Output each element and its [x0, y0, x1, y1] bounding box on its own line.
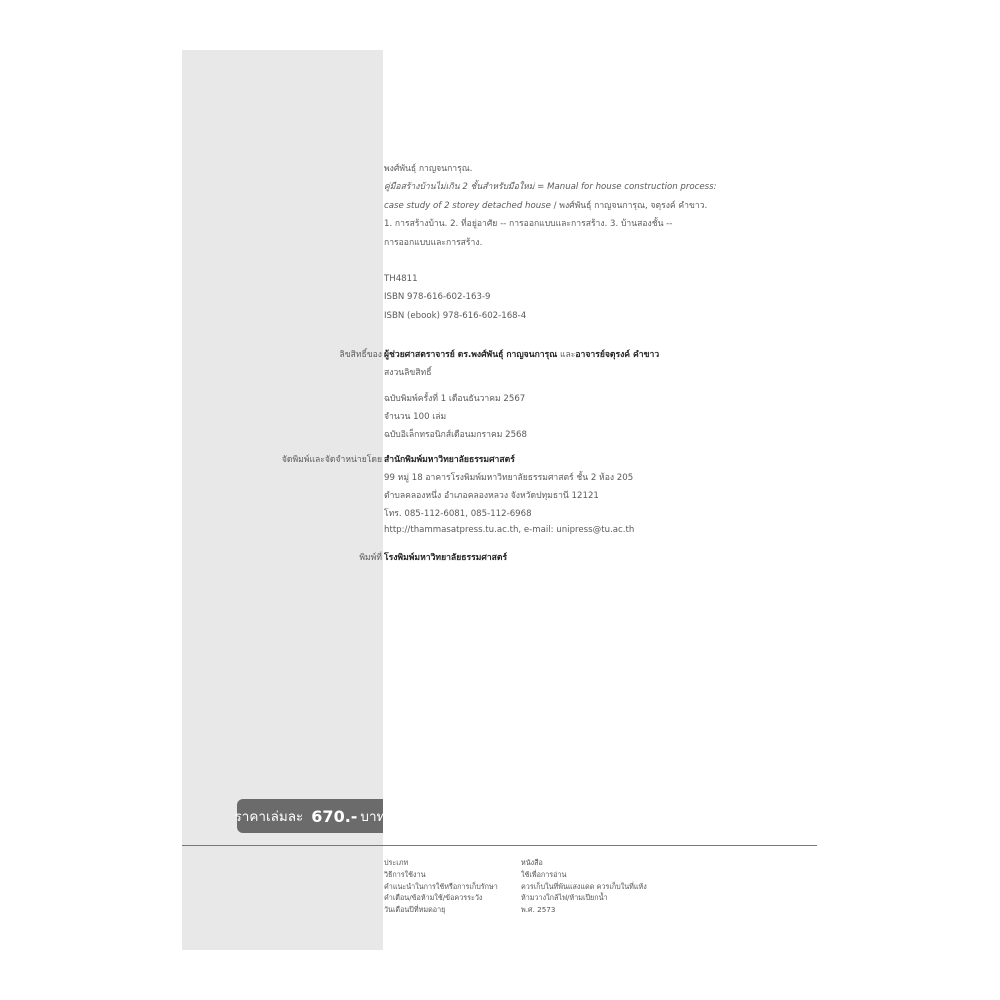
cip-title-continued [384, 197, 724, 215]
price-unit: บาท [360, 809, 386, 825]
divider-line [182, 845, 817, 846]
copyright-owner-2: อาจารย์จตุรงค์ คำขาว [575, 350, 660, 360]
product-info-value: พ.ศ. 2573 [521, 905, 556, 915]
cip-subjects-line-2: การออกแบบและการสร้าง. [384, 237, 483, 248]
product-info-label: คำเตือน/ข้อห้ามใช้/ข้อควรระวัง [384, 893, 483, 903]
product-info-label: ประเภท [384, 858, 409, 867]
publisher-label: จัดพิมพ์และจัดจำหน่ายโดย [281, 455, 382, 465]
cip-author: พงศ์พันธุ์ กาญจนการุณ. [384, 164, 473, 174]
price-amount: 670.- [311, 806, 358, 826]
cip-title-italic-part: case study of 2 storey detached house [384, 200, 551, 211]
price-tag [234, 799, 386, 833]
printer-name-text: โรงพิมพ์มหาวิทยาลัยธรรมศาสตร์ [384, 553, 508, 563]
product-info-label: คำแนะนำในการใช้หรือการเก็บรักษา [384, 881, 498, 891]
product-info-value: หนังสือ [521, 858, 543, 867]
edition-first: ฉบับพิมพ์ครั้งที่ 1 เดือนธันวาคม 2567 [384, 394, 526, 404]
cip-isbn: ISBN 978-616-602-163-9 [384, 292, 491, 303]
cip-subjects-line-1: 1. การสร้างบ้าน. 2. ที่อยู่อาศัย -- การออกแบบและการสร้าง. 3. บ้านสองชั้น -- [384, 219, 673, 230]
publisher-address-2: ตำบลคลองหนึ่ง อำเภอคลองหลวง จังหวัดปทุมธานี 12121 [384, 491, 599, 501]
printer-label: พิมพ์ที่ [359, 553, 382, 563]
publisher-address-1: 99 หมู่ 18 อาคารโรงพิมพ์มหาวิทยาลัยธรรมศาสตร์ ชั้น 2 ห้อง 205 [384, 473, 634, 483]
copyright-owner-1: ผู้ช่วยศาสตราจารย์ ดร.พงศ์พันธุ์ กาญจนการุณ [384, 350, 558, 360]
publisher-web: http://thammasatpress.tu.ac.th, e-mail: unipress@tu.ac.th [384, 525, 635, 535]
product-info-label: วิธีการใช้งาน [384, 869, 426, 879]
cip-call-number: TH4811 [384, 274, 418, 285]
product-info-value: ใช้เพื่อการอ่าน [521, 869, 567, 879]
printer-name [384, 550, 507, 564]
cip-responsibility: / พงศ์พันธุ์ กาญจนการุณ, จตุรงค์ คำขาว. [550, 200, 708, 211]
publisher-name-text: สำนักพิมพ์มหาวิทยาลัยธรรมศาสตร์ [384, 455, 515, 465]
copyright-owner [384, 347, 659, 361]
edition-copies: จำนวน 100 เล่ม [384, 412, 447, 422]
product-info-label: วันเดือนปีที่หมดอายุ [384, 905, 446, 915]
product-info-labels [384, 857, 498, 916]
cip-isbn-ebook: ISBN (ebook) 978-616-602-168-4 [384, 310, 527, 321]
price-prefix: ราคาเล่มละ [234, 809, 304, 825]
cataloging-in-publication [384, 160, 724, 325]
edition-ebook: ฉบับอิเล็กทรอนิกส์เดือนมกราคม 2568 [384, 430, 527, 440]
product-info-values [521, 857, 647, 916]
copyright-reserved: สงวนลิขสิทธิ์ [384, 368, 432, 378]
publisher-phone: โทร. 085-112-6081, 085-112-6968 [384, 509, 532, 519]
product-info-value: ควรเก็บในที่พ้นแสงแดด ควรเก็บในที่แห้ง [521, 881, 647, 891]
product-info-value: ห้ามวางใกล้ไฟ/ห้ามเปียกน้ำ [521, 893, 608, 903]
cip-title: คู่มือสร้างบ้านไม่เกิน 2 ชั้นสำหรับมือใหม่ = Manual for house construction process: [384, 182, 717, 193]
copyright-and: และ [557, 350, 576, 360]
copyright-label: ลิขสิทธิ์ของ [339, 350, 382, 360]
publisher-name [384, 452, 515, 466]
